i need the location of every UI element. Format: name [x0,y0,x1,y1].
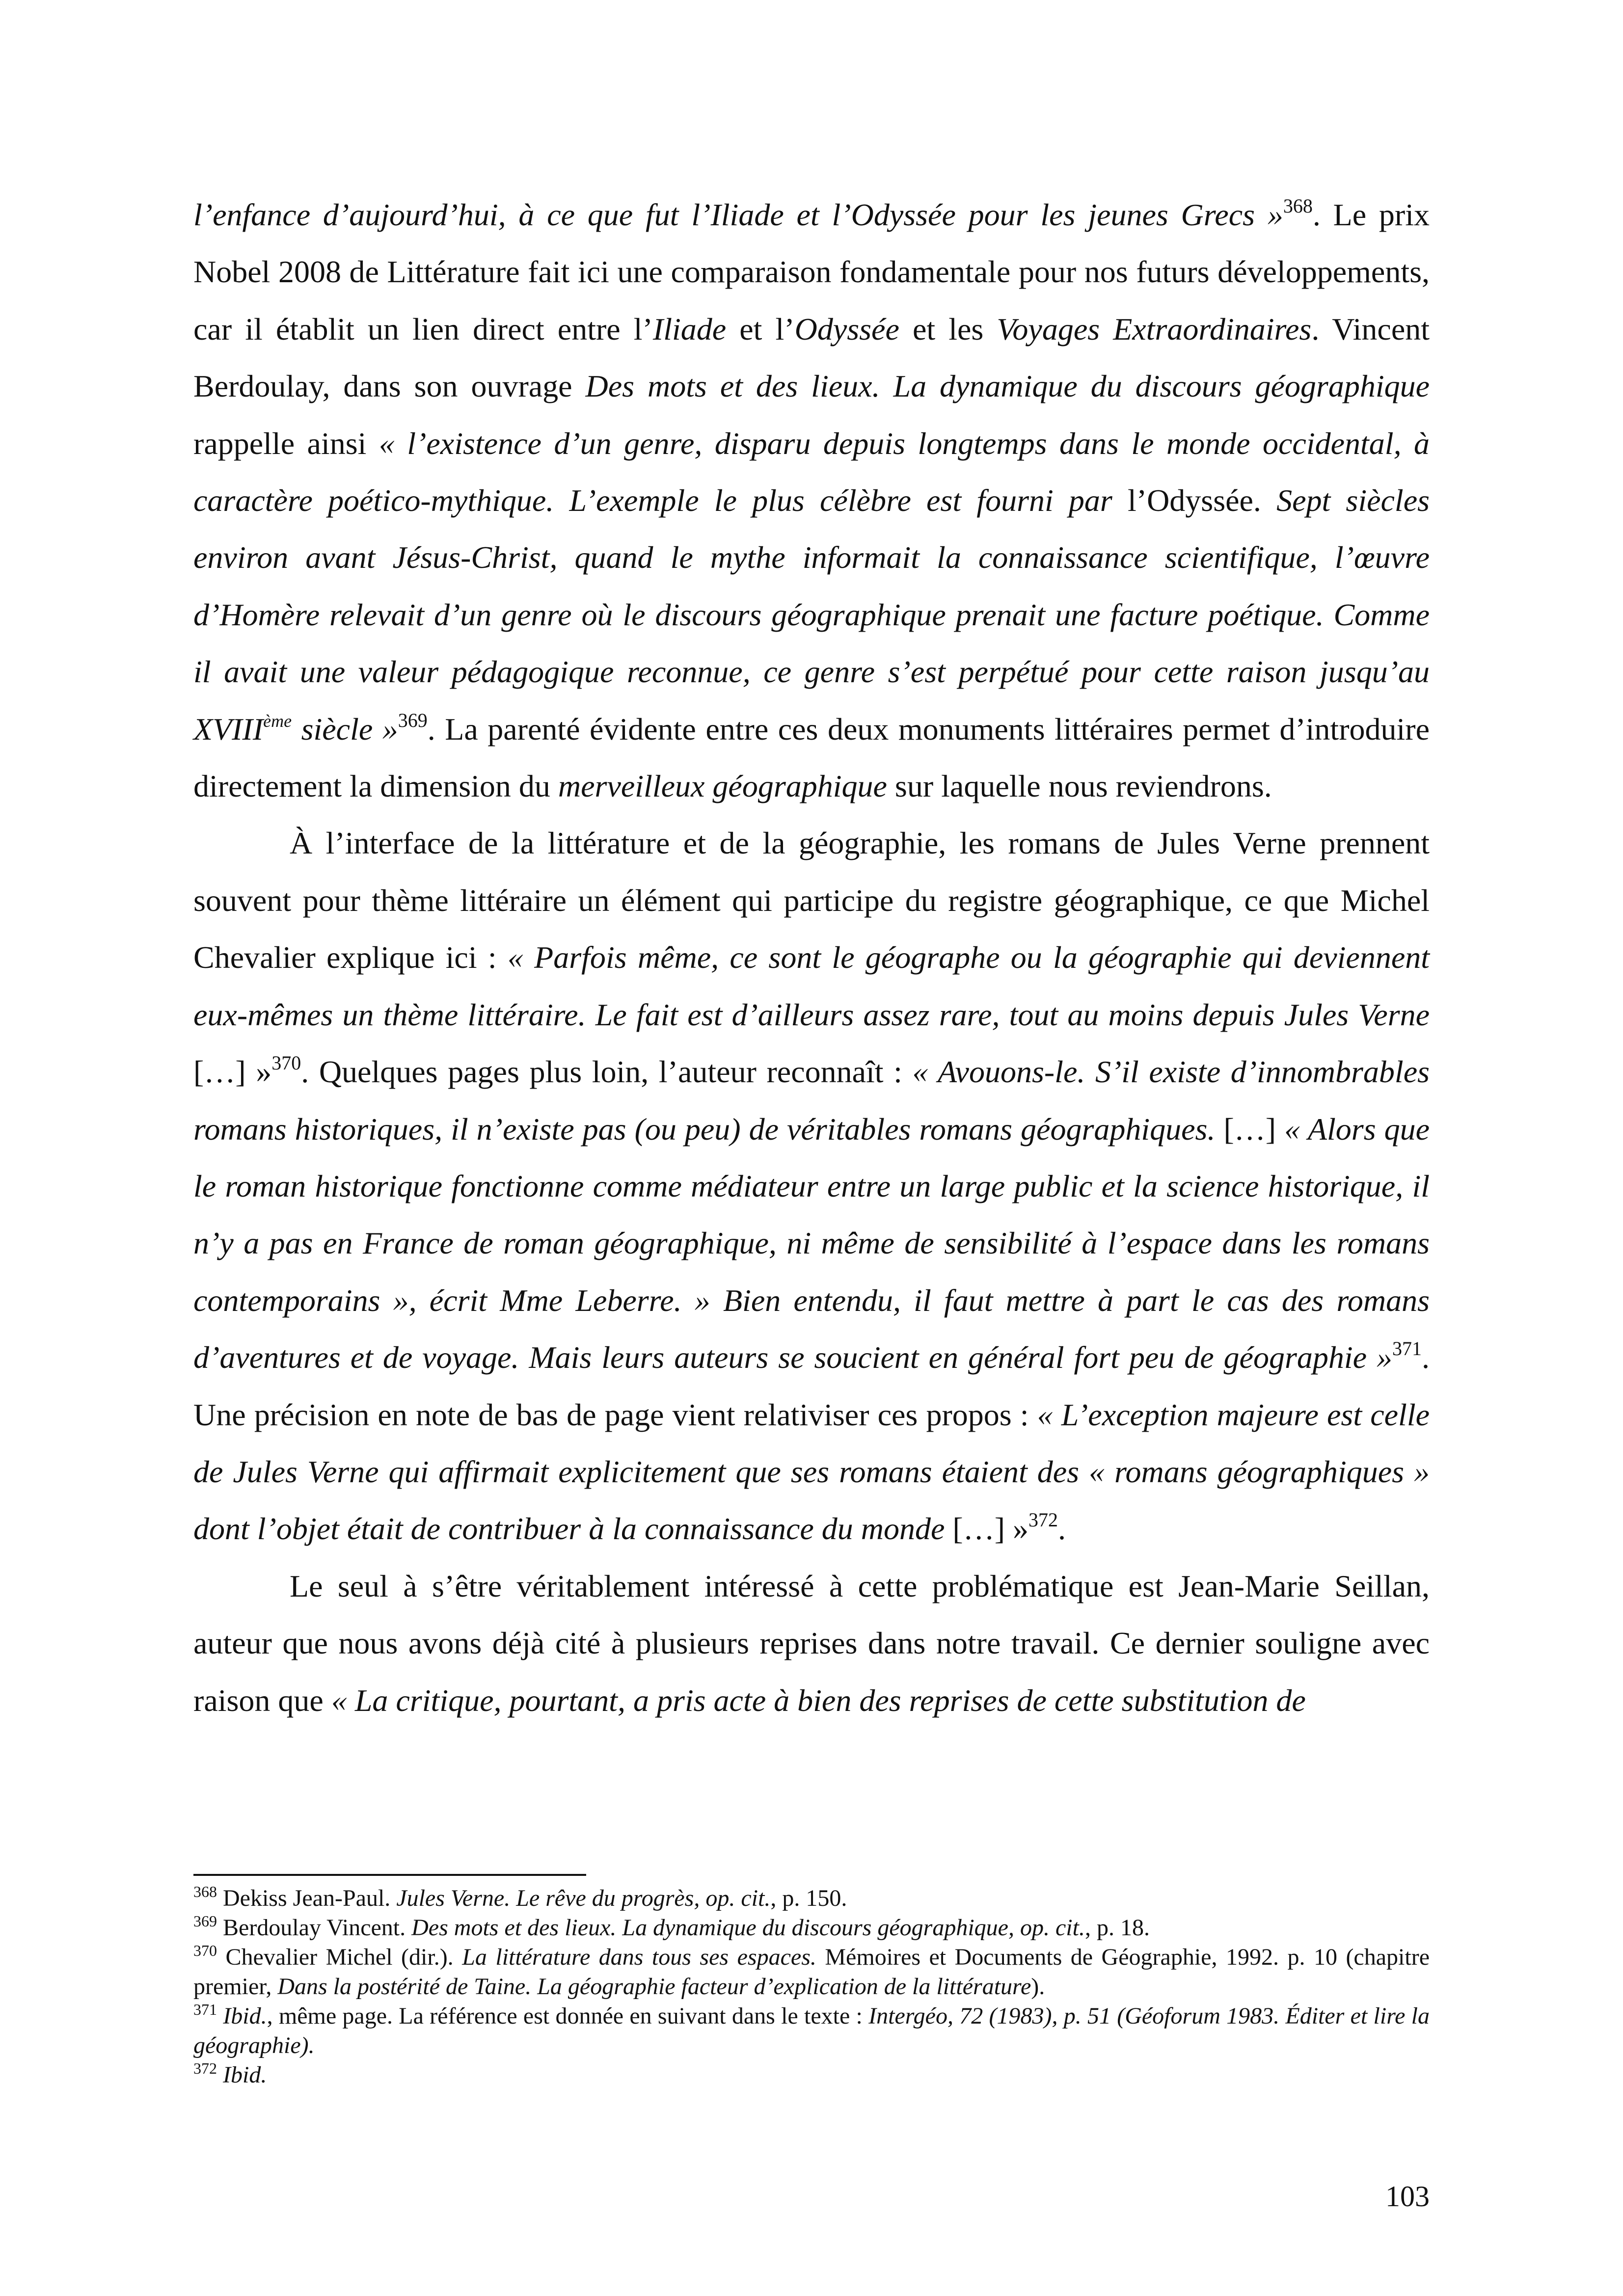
footnote-number: 368 [193,1883,217,1900]
page-number: 103 [1385,2180,1430,2213]
footnote-number: 371 [193,2001,217,2018]
quote-text: « Alors que le roman historique fonctionne comme médiateur entre un large public et la science historique, il n’y a pas en France de roman géographique, ni même de sensibilité à l’espace dans les romans contemporains », écrit Mme Leberre. » Bien entendu, il faut mettre à part le cas des romans d’aventures et de voyage. Mais leurs auteurs se soucient en général fort peu de géographie » [193,1111,1430,1375]
footnote-title: Dans la postérité de Taine. La géographie facteur d’explication de la littérature [277,1974,1031,2000]
text-span: . Quelques pages plus loin, l’auteur reconnaît : [301,1054,913,1090]
footnote-title: Ibid. [223,2003,267,2029]
footnote-371 [193,2002,1430,2060]
footnote-text: ). [1031,1974,1045,2000]
footnote-text [217,2062,223,2088]
footnote-number: 372 [193,2059,217,2077]
footnote-370 [193,1943,1430,2002]
footnote-text: , p. 18. [1084,1915,1150,1941]
footnote-title: La littérature dans tous ses espaces. [462,1944,816,1970]
footnote-separator [193,1874,586,1876]
quote-text: siècle » [292,711,398,747]
body-text [193,187,1430,1729]
paragraph-3 [193,1558,1430,1729]
footnote-text: Dekiss Jean-Paul. [217,1885,397,1911]
footnote-number: 370 [193,1942,217,1959]
text-span: […] [1215,1111,1285,1147]
footnote-368 [193,1884,1430,1913]
text-span: À l’interface de la littérature et de la géographie, les romans de Jules Verne prennent souvent pour thème littéraire un élément qui participe du registre géographique, ce que Michel Chevalier explique ici : [193,826,1430,975]
footnote-text: Chevalier Michel (dir.). [217,1944,462,1970]
footnote-ref-370[interactable]: 370 [271,1052,301,1074]
footnotes [193,1884,1430,2090]
quote-text: « La critique, pourtant, a pris acte à bien des reprises de cette substitution de [331,1682,1306,1718]
footnote-text: Mémoires et Documents de Géographie, 1992. p. 10 (chapitre premier, [193,1944,1430,2000]
footnote-title: Des mots et des lieux. La dynamique du discours géographique, op. cit. [411,1915,1085,1941]
text-span: . [1058,1511,1066,1547]
paragraph-1 [193,187,1430,815]
text-span: l’Odyssée. [1112,483,1277,518]
text-span: . La parenté évidente entre ces deux monuments littéraires permet d’introduire directement la dimension du [193,711,1430,804]
footnote-372 [193,2060,1430,2090]
text-span: […] » [945,1511,1029,1547]
text-span: . Une précision en note de bas de page vient relativiser ces propos : [193,1340,1430,1432]
text-span: Le seul à s’être véritablement intéressé à cette problématique est Jean-Marie Seillan, auteur que nous avons déjà cité à plusieurs reprises dans notre travail. Ce dernier souligne avec raison que [193,1568,1430,1718]
footnote-title: Ibid. [223,2062,267,2088]
footnote-text: , p. 150. [770,1885,847,1911]
footnote-ref-369[interactable]: 369 [398,709,428,731]
footnote-369 [193,1913,1430,1943]
text-span: […] » [193,1054,272,1090]
text-span: sur laquelle nous reviendrons. [887,769,1272,804]
ordinal-suffix: ème [263,711,292,731]
paragraph-2 [193,815,1430,1557]
footnote-title: Jules Verne. Le rêve du progrès, op. cit. [396,1885,771,1911]
text-span: et l’ [726,311,795,347]
title-voyages-extraordinaires: Voyages Extraordinaires [997,311,1312,347]
quote-text: « Parfois même, ce sont le géographe ou la géographie qui deviennent eux-mêmes un thème littéraire. Le fait est d’ailleurs assez rare, tout au moins depuis Jules Verne [193,940,1430,1032]
footnote-text [217,2003,223,2029]
quote-text: Sept siècles environ avant Jésus-Christ, quand le mythe informait la connaissance scientifique, l’œuvre d’Homère relevait d’un genre où le discours géographique prenait une facture poétique. Comme il avait une valeur pédagogique reconnue, ce genre s’est perpétué pour cette raison jusqu’au XVIII [193,483,1430,747]
footnote-title: Intergéo, 72 (1983), p. 51 (Géoforum 1983. Éditer et lire la géographie). [193,2003,1430,2058]
quote-text: « L’exception majeure est celle de Jules Verne qui affirmait explicitement que ses romans étaient des « romans géographiques » dont l’objet était de contribuer à la connaissance du monde [193,1397,1430,1547]
text-span: et les [899,311,997,347]
footnote-text: , même page. La référence est donnée en suivant dans le texte : [267,2003,869,2029]
title-odyssee: Odyssée [794,311,899,347]
emphasis: merveilleux géographique [558,769,887,804]
footnote-ref-372[interactable]: 372 [1028,1509,1058,1531]
footnote-ref-371[interactable]: 371 [1392,1337,1422,1360]
quote-text: « l’existence d’un genre, disparu depuis longtemps dans le monde occidental, à caractère poético-mythique. L’exemple le plus célèbre est fourni par [193,426,1430,518]
text-span: rappelle ainsi [193,426,379,461]
text-span: . Vincent Berdoulay, dans son ouvrage [193,311,1430,404]
text-span: . Le prix Nobel 2008 de Littérature fait ici une comparaison fondamentale pour nos futurs développements, car il établit un lien direct entre l’ [193,197,1430,347]
footnote-number: 369 [193,1912,217,1930]
quote-text: l’enfance d’aujourd’hui, à ce que fut l’Iliade et l’Odyssée pour les jeunes Grecs » [193,197,1283,232]
quote-text: « Avouons-le. S’il existe d’innombrables romans historiques, il n’existe pas (ou peu) de véritables romans géographiques. [193,1054,1430,1147]
title-des-mots: Des mots et des lieux. La dynamique du discours géographique [585,369,1430,404]
title-iliade: Iliade [652,311,727,347]
footnote-ref-368[interactable]: 368 [1283,195,1313,217]
footnote-text: Berdoulay Vincent. [217,1915,412,1941]
